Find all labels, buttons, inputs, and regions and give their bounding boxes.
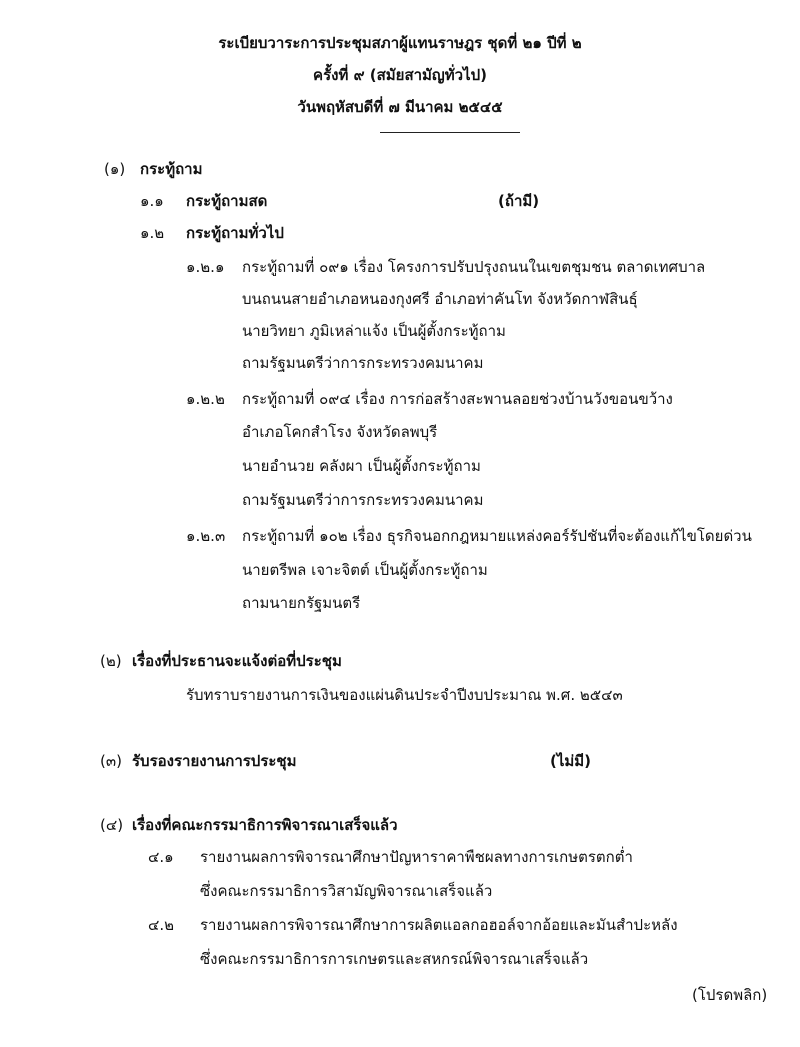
agenda-title: ระเบียบวาระการประชุมสภาผู้แทนราษฎร ชุดที่ ๒๑ ปีที่ ๒	[218, 34, 582, 52]
question-1-2-3-addressee: ถามนายกรัฐมนตรี	[242, 594, 361, 612]
section-1-number: (๑)	[104, 160, 126, 178]
question-1-2-2-line: กระทู้ถามที่ ๐๙๔ เรื่อง การก่อสร้างสะพานลอยช่วงบ้านวังขอนขว้าง	[242, 390, 673, 408]
section-2-title: เรื่องที่ประธานจะแจ้งต่อที่ประชุม	[132, 652, 342, 670]
question-1-2-2-number: ๑.๒.๒	[186, 390, 225, 408]
item-4-1-line: รายงานผลการพิจารณาศึกษาปัญหาราคาพืชผลทางการเกษตรตกต่ำ	[200, 848, 633, 866]
section-3-title: รับรองรายงานการประชุม	[132, 752, 297, 770]
item-4-2-number: ๔.๒	[148, 916, 175, 934]
question-1-2-2-line: อำเภอโคกสำโรง จังหวัดลพบุรี	[242, 423, 438, 441]
question-1-2-1-number: ๑.๒.๑	[186, 258, 225, 276]
section-4-number: (๔)	[100, 816, 124, 834]
question-1-2-1-line: กระทู้ถามที่ ๐๙๑ เรื่อง โครงการปรับปรุงถนนในเขตชุมชน ตลาดเทศบาล	[242, 258, 706, 276]
section-3-number: (๓)	[100, 752, 122, 770]
question-1-2-1-line: บนถนนสายอำเภอหนองกุงศรี อำเภอท่าคันโท จังหวัดกาฬสินธุ์	[242, 290, 638, 308]
question-1-2-1-asker: นายวิทยา ภูมิเหล่าแจ้ง เป็นผู้ตั้งกระทู้ถาม	[242, 322, 506, 340]
section-2-body: รับทราบรายงานการเงินของแผ่นดินประจำปีงบประมาณ พ.ศ. ๒๕๔๓	[186, 686, 623, 704]
item-4-1-number: ๔.๑	[148, 848, 174, 866]
section-1-1-title: กระทู้ถามสด	[186, 192, 268, 210]
date-line: วันพฤหัสบดีที่ ๗ มีนาคม ๒๕๔๕	[297, 98, 503, 116]
section-1-1-note: (ถ้ามี)	[498, 192, 540, 210]
section-1-title: กระทู้ถาม	[140, 160, 203, 178]
section-2-number: (๒)	[100, 652, 122, 670]
section-3-note: (ไม่มี)	[550, 752, 592, 770]
question-1-2-3-number: ๑.๒.๓	[186, 527, 226, 545]
item-4-1-line: ซึ่งคณะกรรมาธิการวิสามัญพิจารณาเสร็จแล้ว	[200, 882, 493, 900]
section-1-1-number: ๑.๑	[140, 192, 164, 210]
section-4-title: เรื่องที่คณะกรรมาธิการพิจารณาเสร็จแล้ว	[132, 816, 398, 834]
question-1-2-3-asker: นายตรีพล เจาะจิตต์ เป็นผู้ตั้งกระทู้ถาม	[242, 561, 488, 579]
section-1-2-number: ๑.๒	[140, 224, 165, 242]
question-1-2-3-line: กระทู้ถามที่ ๑๐๒ เรื่อง ธุรกิจนอกกฎหมายแหล่งคอร์รัปชันที่จะต้องแก้ไขโดยด่วน	[242, 527, 752, 545]
item-4-2-line: รายงานผลการพิจารณาศึกษาการผลิตแอลกอฮอล์จากอ้อยและมันสำปะหลัง	[200, 916, 678, 934]
session-line: ครั้งที่ ๙ (สมัยสามัญทั่วไป)	[313, 66, 487, 84]
header-divider	[380, 132, 520, 133]
question-1-2-2-addressee: ถามรัฐมนตรีว่าการกระทรวงคมนาคม	[242, 491, 484, 509]
question-1-2-1-addressee: ถามรัฐมนตรีว่าการกระทรวงคมนาคม	[242, 354, 484, 372]
turn-over-note: (โปรดพลิก)	[692, 986, 768, 1004]
item-4-2-line: ซึ่งคณะกรรมาธิการการเกษตรและสหกรณ์พิจารณาเสร็จแล้ว	[200, 950, 589, 968]
section-1-2-title: กระทู้ถามทั่วไป	[186, 224, 284, 242]
question-1-2-2-asker: นายอำนวย คลังผา เป็นผู้ตั้งกระทู้ถาม	[242, 457, 481, 475]
